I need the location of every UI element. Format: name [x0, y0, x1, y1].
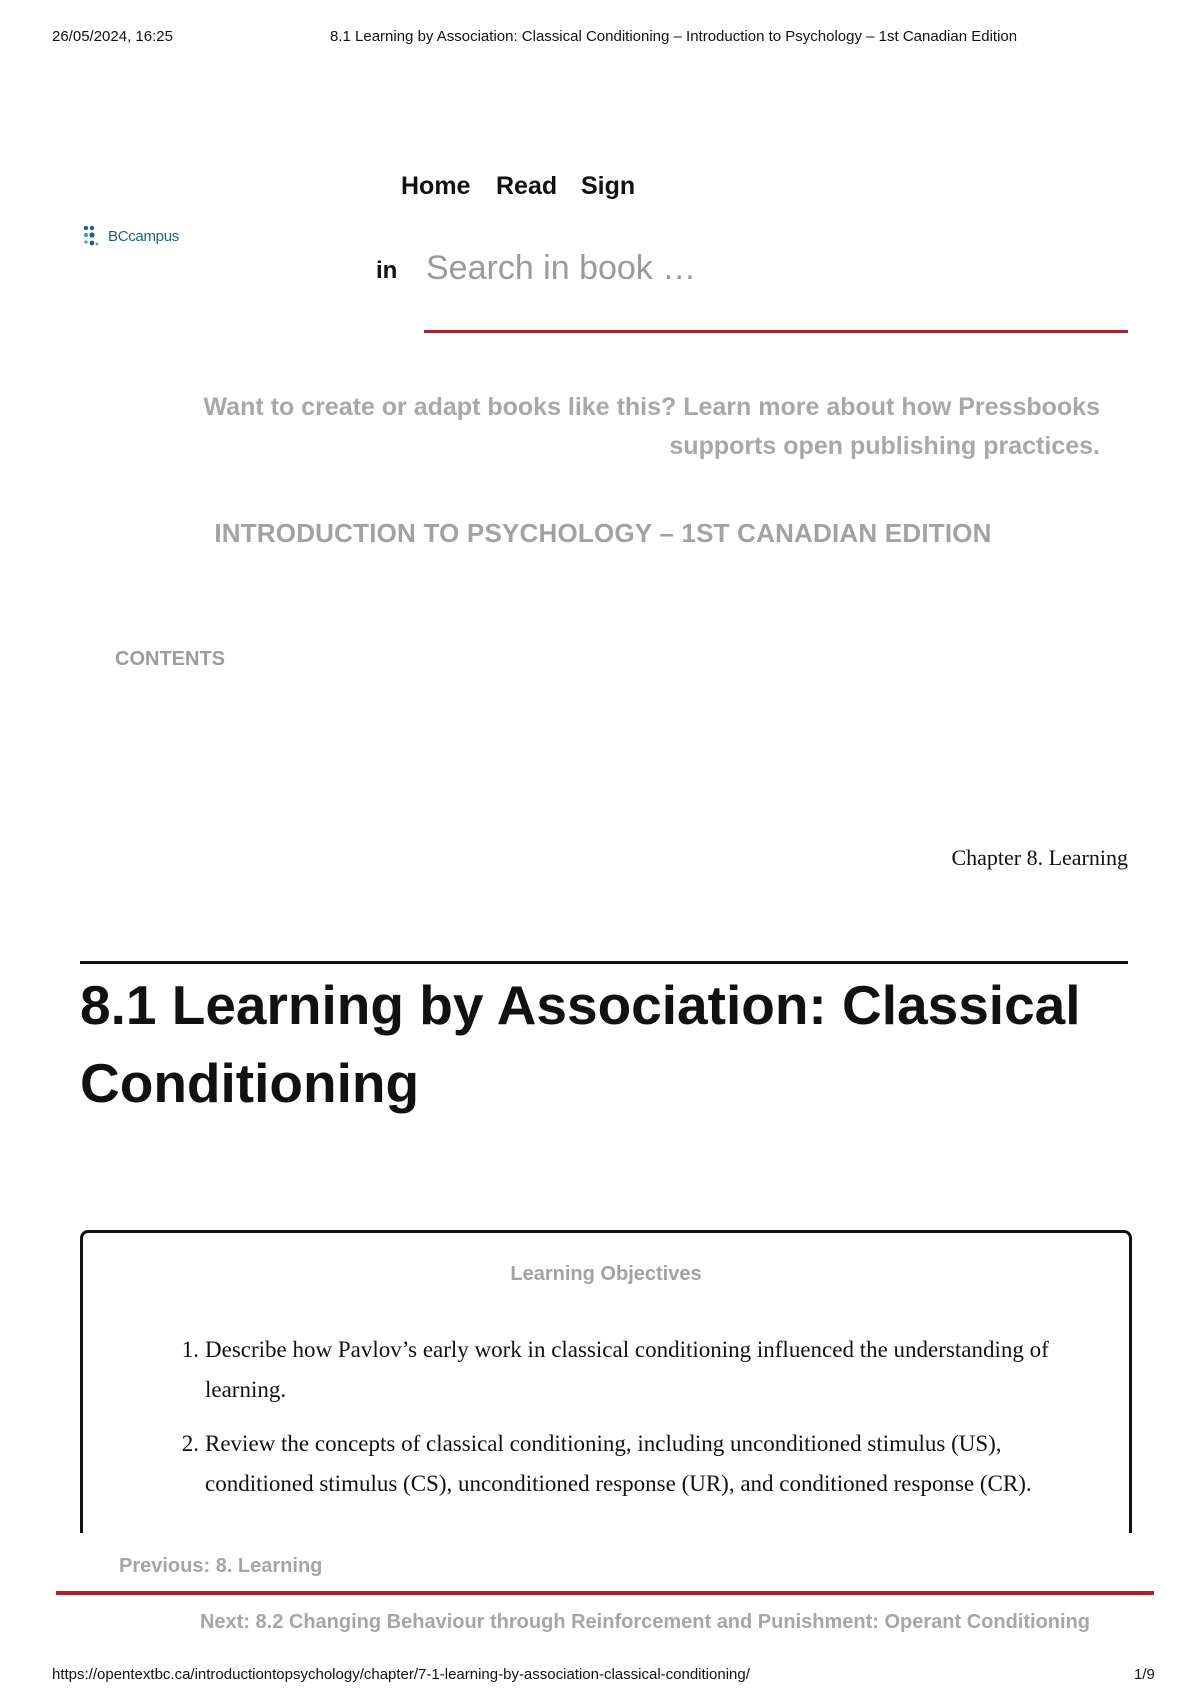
contents-toggle-button[interactable]: CONTENTS	[115, 648, 225, 670]
list-item-text: Review the concepts of classical conditioning, including unconditioned stimulus (US), conditioned stimulus (CS), unconditioned response (UR), and conditioned response (CR).	[205, 1431, 1032, 1496]
pressbooks-promo-link[interactable]: Want to create or adapt books like this? Learn more about how Pressbooks supports open publishing practices.	[203, 393, 1100, 460]
learning-objectives-list	[167, 1330, 1067, 1518]
list-item-number: 1.	[181, 1337, 199, 1362]
learning-objectives-heading: Learning Objectives	[510, 1263, 702, 1285]
nav-read-link[interactable]: Read	[496, 172, 558, 200]
title-divider	[80, 961, 1128, 964]
print-date: 26/05/2024, 16:25	[52, 28, 173, 45]
page-title: 8.1 Learning by Association: Classical Conditioning	[80, 974, 1081, 1114]
search-underline	[424, 330, 1128, 333]
chapter-label: Chapter 8. Learning	[951, 845, 1128, 870]
nav-sign-in-link[interactable]: Sign	[581, 172, 636, 200]
list-item-number: 2.	[181, 1431, 199, 1456]
logo-text: BCcampus	[108, 227, 179, 245]
print-page-number: 1/9	[1134, 1666, 1155, 1683]
list-item-text: Describe how Pavlov’s early work in classical conditioning influenced the understanding of learning.	[205, 1337, 1049, 1402]
bottom-nav-divider	[56, 1591, 1154, 1595]
pressbooks-promo	[150, 388, 1100, 466]
book-title[interactable]: INTRODUCTION TO PSYCHOLOGY – 1ST CANADIAN EDITION	[214, 518, 992, 548]
nav-home-link[interactable]: Home	[401, 172, 471, 200]
previous-chapter-link[interactable]: Previous: 8. Learning	[119, 1555, 323, 1577]
search-input[interactable]	[426, 246, 1126, 290]
next-chapter-link[interactable]: Next: 8.2 Changing Behaviour through Reinforcement and Punishment: Operant Conditioning	[199, 1611, 1090, 1633]
print-url: https://opentextbc.ca/introductiontopsychology/chapter/7-1-learning-by-association-classical-conditioning/	[52, 1666, 750, 1683]
bccampus-logo-icon	[82, 225, 102, 247]
print-page-title: 8.1 Learning by Association: Classical Conditioning – Introduction to Psychology – 1st Canadian Edition	[330, 28, 1018, 45]
list-item	[167, 1424, 1067, 1504]
nav-sign-in-link-continued[interactable]: in	[376, 257, 398, 284]
bccampus-logo[interactable]	[82, 225, 179, 247]
list-item	[167, 1330, 1067, 1410]
learning-objectives-box	[80, 1230, 1132, 1533]
